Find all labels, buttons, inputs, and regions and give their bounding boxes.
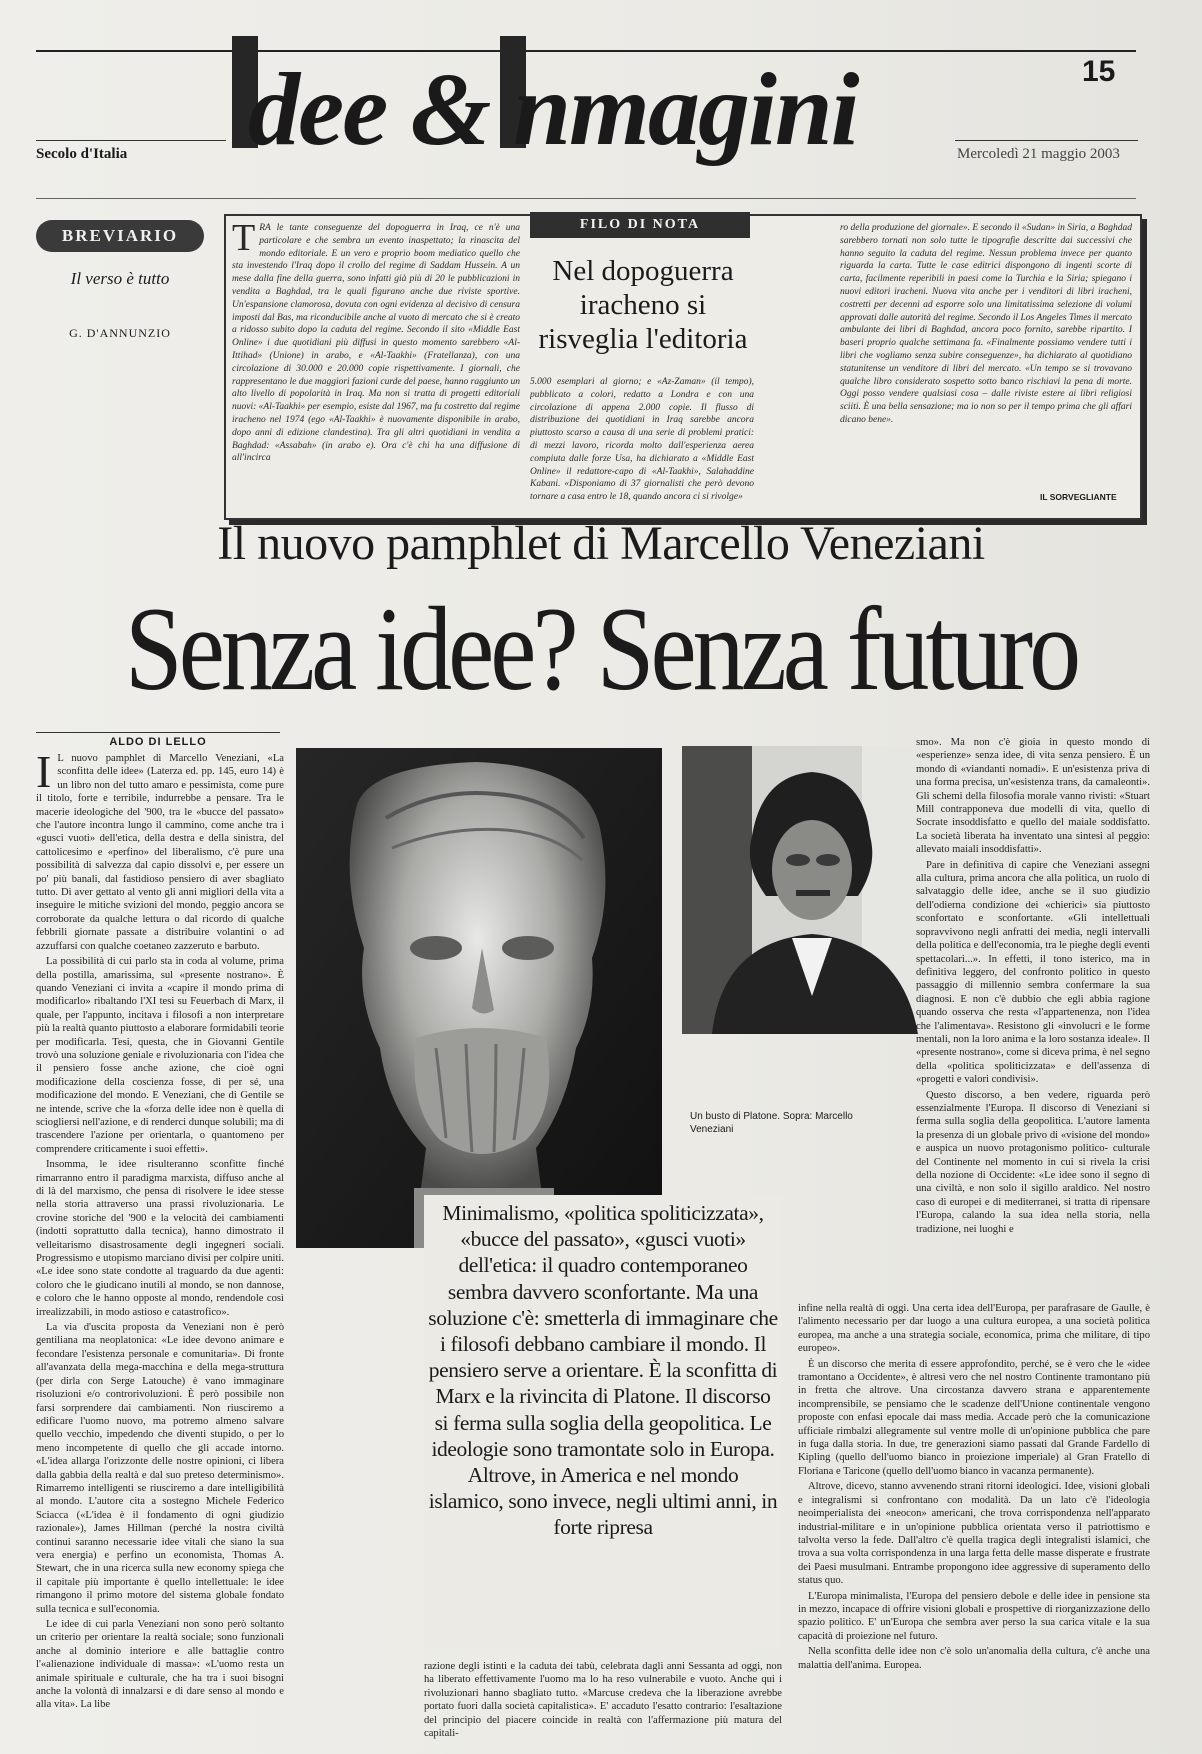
article-byline: ALDO DI LELLO <box>109 736 207 748</box>
breviario-quote: Il verso è tutto <box>70 269 170 288</box>
pull-quote: Minimalismo, «politica spoliticizzata», «bucce del passato», «gusci vuoti» dell'etica: il quadro contemporaneo sembra davvero sconfortante. Ma una soluzione c'è: smetterla di immaginare che i filosofi debbano cambiare il mondo. Il pensiero serve a orientare. È la sconfitta di Marx e la rivincita di Platone. Il discorso si ferma sulla soglia della geopolitica. Le ideologie sono tramontate solo in Europa. Altrove, in America e nel mondo islamico, sono invece, negli ultimi anni, in forte ripresa <box>428 1201 778 1540</box>
article-kicker: Il nuovo pamphlet di Marcello Veneziani <box>217 517 985 570</box>
article-paragraph-11: Altrove, dicevo, stanno avvenendo strani ritorni ideologici. Idee, visioni globali e integralismi si confrontano con modalità. Da un lato c'è l'ideologia neoimperialista dei «neocon» americani, che trova corrispondenza nell'apparato industrial-militare e in un'opinione pubblica orientata verso il patriottismo e talvolta verso la fede. Dall'altro c'è quella tragica degli integralisti islamici, che trova a sua volta corrispondenza in una larga fetta delle masse disperate e frustrate dei Paesi musulmani. Entrambe propongono idee aggressive di superamento dello status quo. <box>798 1481 1150 1587</box>
article-paragraph-9: infine nella realtà di oggi. Una certa idea dell'Europa, per parafrasare de Gaulle, è l'alimento necessario per dar luogo a una cultura europea, a una società politica europea, ma anche a una strategia sociale, economica, prima che militare, di tipo europeo». <box>798 1303 1150 1355</box>
article-paragraph-13: Nella sconfitta delle idee non c'è solo un'anomalia della cultura, c'è anche una malattia dell'anima. Europea. <box>798 1646 1150 1671</box>
masthead-bottom-rule <box>36 198 1136 199</box>
article-column-1 <box>36 752 284 1742</box>
photo-caption: Un busto di Platone. Sopra: Marcello Veneziani <box>690 1111 853 1135</box>
plato-bust-image <box>296 748 662 1248</box>
article-column-3-4 <box>798 1302 1150 1742</box>
article-paragraph-8: Questo discorso, a ben vedere, riguarda però essenzialmente l'Europa. Il discorso di Veneziani si ferma sulla soglia della geopolitica. L'autore lamenta la presenza di un globale privo di «visione del mondo» e auspica un nuovo protagonismo politico- culturale del Continente nel momento in cui si rivela la crisi della nozione di Occidente: «Le idee sono il segno di una civiltà, e non solo il sigillo araldico. Nel nostro caso di europei e di mediterranei, si tratta di ripensare l'Europa, calando la sua idea nella storia, nella tradizione, nei luoghi e <box>916 1089 1150 1235</box>
article-paragraph-3: Insomma, le idee risulteranno sconfitte finché rimarranno entro il paradigma marxista, diffuso anche al di là del marxismo, che pensa di risolvere le idee stesse nella storia attraverso una prassi rivoluzionaria. Le crovine storiche del '900 e la velocità dei cambiamenti (indotti soprattutto dalla tecnica), hanno dimostrato il velleitarismo disastrosamente degli ingegneri sociali. Progressismo e utopismo marciano divisi per colpire uniti. «Le idee sono state condotte al traguardo da due agenti: coloro che le giudicano inutili al mondo, se non dannose, e coloro che le hanno opposte al mondo, rendendole così irrealizzabili, in modo astioso e catastrofico». <box>36 1159 284 1318</box>
plato-bust-photo <box>296 748 662 1248</box>
breviario-badge: BREVIARIO <box>36 220 204 252</box>
publication-name: Secolo d'Italia <box>36 146 128 162</box>
page-number: 15 <box>1082 55 1116 88</box>
publication-rule <box>36 140 226 141</box>
byline-rule <box>36 732 280 733</box>
article-headline: Senza idee? Senza futuro <box>124 583 1078 716</box>
nota-signature: IL SORVEGLIANTE <box>1040 492 1117 502</box>
article-column-2-bottom: razione degli istinti e la caduta dei tabù, celebrata dagli anni Sessanta ad oggi, non ha liberato effettivamente l'uomo ma lo ha reso vulnerabile e vuoto. Anche qui i rivoluzionari hanno sbagliato tutto. «Marcuse credeva che la liberazione avrebbe portato fuori dalla società capitalistica». E' accaduto l'esatto contrario: l'esaltazione del principio del piacere coincide in realtà con l'affermazione più matura del capitali- <box>424 1661 782 1740</box>
issue-date: Mercoledì 21 maggio 2003 <box>957 146 1120 162</box>
article-paragraph-1: L nuovo pamphlet di Marcello Veneziani, «La sconfitta delle idee» (Laterza ed. pp. 145, euro 14) è un libro non del tutto amaro e pessimista, come pure il titolo, forte e terribile, indurrebbe a pensare. Tra le macerie ideologiche del '900, tra le «bucce del passato» che l'autore incontra lungo il cammino, come anche tra i «gusci vuoti» dell'etica, della destra e della sinistra, del cattolicesimo e «perfino» del liberalismo, c'è pure una possibilità di salvezza dal capio dissolvi e, per essere un po' più banali, dal fastidioso pensiero di aver sbagliato tutto. Di aver gettato al vento gli anni migliori della vita a inseguire le mitiche svizioni del mondo, peggio ancora se corroborate da qualche lettura o dal ricordo di qualche febbrili giornate passate a distribuire volantini o ad azzuffarsi con qualche coetaneo zazzeruto e barbuto. <box>36 753 284 952</box>
nota-column-2: 5.000 esemplari al giorno; e «Az-Zaman» (il tempo), pubblicato a colori, redatto a Londra e con una circolazione di appena 2.000 copie. Il flusso di distribuzione dei quotidiani in Iraq sarebbe ancora piuttosto scarso a causa di una serie di problemi pratici: di mezzi lavoro, ricorda molto dall'esperienza aerea compiuta dalle forze Usa, ha dichiarato a «Middle East Online» il redattore-capo di «Al-Taakhi», Salahaddine Kabani. «Disponiamo di 37 giornalisti che però devono tornare a casa entro le 18, quando ancora ci si rivolge» <box>530 377 754 503</box>
article-paragraph-6: smo». Ma non c'è gioia in questo mondo di «esperienze» senza idee, di vita senza pensiero. È un mondo di «viandanti nomadi». E un'esistenza priva di una forma precisa, un'«esistenza trans, da camaleonti». Gli schemi della filosofia morale vanno rivisti: «Stuart Mill contrapponeva due modelli di vita, quello di Socrate insoddisfatto e quello del maiale soddisfatto. La società liberata ha inventato una sintesi al peggio: allevato maiali insoddisfatti». <box>916 737 1150 856</box>
article-paragraph-12: L'Europa minimalista, l'Europa del pensiero debole e delle idee in pensione sta in mezzo, incapace di offrire visioni globali e prospettive di riorganizzazione dello spazio politico. E' un'Europa che sembra aver perso la sua carica vitale e la sua capacità di proiezione nel futuro. <box>798 1590 1150 1642</box>
filo-di-nota-badge: FILO DI NOTA <box>530 212 750 238</box>
nota-column-1-text: RA le tante conseguenze del dopoguerra in Iraq, ce n'è una particolare e che sembra un evento inaspettato; la rinascita del mondo editoriale. E un vero e proprio boom mediatico quello che sta investendo l'Iraq dopo il crollo del regime di Saddam Hussein. A un mese dalla fine della guerra, sono infatti già più di 20 le pubblicazioni in vendita a Baghdad, tra le quali figurano anche due riviste sportive. Un'espansione clamorosa, dovuta con ogni evidenza al decisivo di censura imposti dal Bas, ma riconducibile anche al vuoto di mercato che si è creato a ridosso subito dopo la caduta del regime. Secondo il sito «Middle East Online» i due quotidiani più diffusi in questo momento sarebbero «Al-Ittihad» (Unione) in arabo, e «Al-Taakhi» (Fratellanza), con una circolazione di 30.000 e 20.000 copie rispettivamente. I giornali, che rappresentano le due maggiori fazioni curde del paese, hanno raggiunto un alto livello di popolarità in Iraq. Ma non si tratta di progetti editoriali nuovi: «Al-Taakhi» per esempio, esiste dal 1967, ma fu costretto dal regime iracheno nel 1974 (ego «Al-Taakhi» è nuovamente disponibile in arabo, dopo anni di edizione clandestina). Tra gli altri quotidiani in vendita a Baghdad: «Assabah» (in arabo e). Ora c'è chi ha una diffusione di all'incirca <box>232 223 520 464</box>
nota-column-3: ro della produzione del giornale». E secondo il «Sudan» in Siria, a Baghdad sarebbero tornati non solo tutte le tipografie descritte dai successivi che hanno seguito la caduta del regime. Nessun problema invece per quanto riguarda la carta. Tutte le case editrici dispongono di ingenti scorte di carta, facilmente reperibili in paesi come la Turchia e la Siria; spiegano i nuovi editori iracheni. Nuova vita anche per i venditori di libri iracheni, costretti per decenni ad esporre solo una limitatissima selezione di volumi approvati dalle autorità del regime. Secondo il Los Angeles Times il mercato ambulante dei libri di Baghdad, ancora poco fornito, sarebbe ripartito. I baseri proprio qualche settimana fa. «Finalmente possiamo vendere tutti i libri che vogliamo senza subire conseguenze», ha dichiarato al quotidiano statunitense un venditore di libri del mercato. «Un tempo se si trovavano qualche libro considerato sospetto sotto banco rischiavi la pena di morte. Oggi posso vendere qualsiasi cosa – dalle riviste estere ai libri religiosi sciiti. È una bella sensazione; ma io non so per il tempo prima che gli affari dicano bene». <box>840 223 1132 425</box>
article-dropcap: I <box>36 752 52 797</box>
breviario-author: G. D'ANNUNZIO <box>69 326 171 340</box>
article-paragraph-10: È un discorso che merita di essere approfondito, perché, se è vero che le «idee tramontano a Occidente», è altresì vero che nel nostro Continente tramontano più in fretta che altrove. Una circostanza davvero strana e apparentemente incomprensibile, se pensiamo che le scadenze dell'Unione continentale vengono proposte con enfasi epocale dai mass media. Accade però che la comunicazione ufficiale rimbalzi allegramente sul ventre molle di un'opinione pubblica che pare in fuga dalla storia. In due, tre generazioni siamo passati dal Grande Fardello di Kipling (quello dell'uomo bianco in proiezione imperiale) al Gran Fratello di Floriana e Taricone (quello dell'uomo bianco in vacanza permanente). <box>798 1358 1150 1477</box>
veneziani-photo <box>682 746 922 1034</box>
section-title: dee & nmagini <box>248 52 858 167</box>
article-paragraph-2: La possibilità di cui parlo sta in coda al volume, prima della postilla, amarissima, sul «presente nostrano». È quando Veneziani ci invita a «capire il mondo prima di modificarlo» ribaltando l'XI tesi su Feuerbach di Marx, il quale, per l'appunto, incitava i filosofi a non interpretare più la realtà quanto piuttosto a elaborare formidabili teorie per modificarla. Tesi, questa, che in Giovanni Gentile trovò una soluzione geniale e rivoluzionaria con l'idea che il pensiero fosse anche azione, che cioè ogni modificazione della coscienza fosse, di per sé, una modificazione del mondo. E Veneziani, che di Gentile se ne intende, scrive che la «forza delle idee non è quella di sciogliersi nell'azione, e di renderci dunque solubili; ma di trascendere l'azione per orientarla, o quantomeno per comprendere criticamente i suoi effetti». <box>36 956 284 1155</box>
nota-dropcap: T <box>232 222 256 259</box>
article-column-4 <box>916 736 1150 1300</box>
article-paragraph-4: La via d'uscita proposta da Veneziani non è però gentiliana ma neoplatonica: «Le idee devono animare e fecondare l'esistenza personale e comunitaria». Di fronte all'avanzata della mega-macchina e della mega-struttura (per dirla con Serge Latouche) è vano immaginare risoluzioni e/o controrivoluzioni. È però possibile non farsi sorprendere dai cambiamenti. Non riusciremo a edificare l'uomo nuovo, ma potremo almeno salvare quello vecchio, impedendo che diventi stupido, o per lo meno incompetente di quello che gli accade intorno. «L'idea allarga l'orizzonte delle nostre opinioni, ci libera dalla gabbia della realtà e dal suo preteso determinismo». Rimarremo intelligenti se riusciremo a dare intelligibilità al mondo. L'autore cita a sostegno Michele Federico Sciacca («L'idea è il fondamento di ogni giudizio razionale»), James Hillman (perché la nostra civiltà continui saranno necessarie idee vitali che siano la sua vera energia) e perfino un economista, Thomas A. Stewart, che in una ricerca sulla new economy spiega che il capitale più importante è quello intellettuale: le idee rimangono il primo motore del sistema globale fondato sulla tecnica e sull'economia. <box>36 1322 284 1615</box>
nota-column-1 <box>232 222 520 510</box>
nota-title: Nel dopoguerra iracheno si risveglia l'editoria <box>538 255 748 355</box>
veneziani-portrait-image <box>682 746 922 1034</box>
article-paragraph-7: Pare in definitiva di capire che Veneziani assegni alla cultura, prima ancora che alla politica, un ruolo di salvataggio delle idee, anche se il suo giudizio dell'odierna condizione dei «chierici» sia piuttosto sconfortato e sconfortante. «Gli intellettuali sopravvivono negli anfratti dei media, negli intervalli della politica e dell'economia, tra le pieghe degli eventi spettacolari...». In effetti, il tono isterico, ma in definitiva leggero, del confronto politico in questo passaggio di millennio sembra confermare la sua diagnosi. E non c'è dubbio che egli abbia ragione quando osserva che resta «l'appartenenza, non l'idea che l'alimentava». Resistono gli «involucri e le forme mentali, non la loro anima e la loro sostanza ideale». Il «presente nostrano», come si diceva prima, è nel segno della «politica spoliticizzata» e dell'assenza di «progetti e valori condivisi». <box>916 859 1150 1086</box>
article-paragraph-5: Le idee di cui parla Veneziani non sono però soltanto un criterio per orientare la realtà sociale; sono funzionali anche al dominio interiore e alle battaglie contro l'«alienazione individuale di massa»: «L'uomo resta un animale spirituale e culturale, che ha tra i suoi bisogni anche la volontà di innalzarsi e di dare senso al mondo e alla vita». La libe <box>36 1619 284 1711</box>
date-rule <box>955 140 1138 141</box>
